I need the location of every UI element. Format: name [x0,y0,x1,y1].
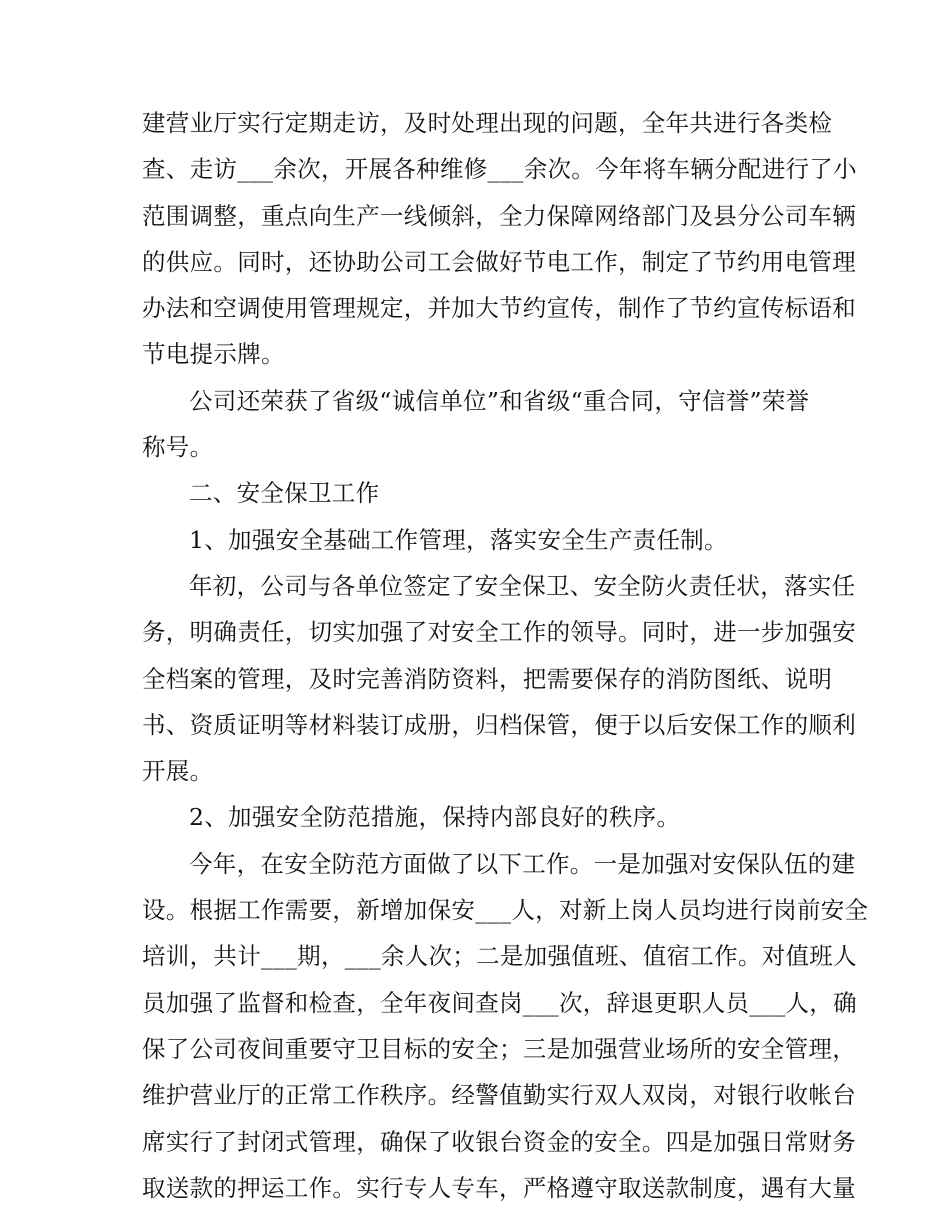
paragraph-first-line: 公司还荣获了省级“诚信单位”和省级“重合同，守信誉”荣誉 [189,386,810,415]
text-line: 培训，共计___期，___余人次；二是加强值班、值宿工作。对值班人 [142,942,857,971]
subsection-heading: 2、加强安全防范措施，保持内部良好的秩序。 [189,803,681,832]
text-line: 称号。 [142,433,214,462]
paragraph-first-line: 年初，公司与各单位签定了安全保卫、安全防火责任状，落实任 [189,571,856,600]
paragraph-first-line: 今年，在安全防范方面做了以下工作。一是加强对安保队伍的建 [189,849,856,878]
text-line: 员加强了监督和检查，全年夜间查岗___次，辞退更职人员___人，确 [142,988,857,1017]
text-line: 查、走访___余次，开展各种维修___余次。今年将车辆分配进行了小 [142,155,857,184]
text-line: 取送款的押运工作。实行专人专车，严格遵守取送款制度，遇有大量 [142,1173,856,1202]
subsection-heading: 1、加强安全基础工作管理，落实安全生产责任制。 [189,525,728,554]
text-line: 办法和空调使用管理规定，并加大节约宣传，制作了节约宣传标语和 [142,294,856,323]
text-line: 书、资质证明等材料装订成册，归档保管，便于以后安保工作的顺利 [142,710,856,739]
text-line: 席实行了封闭式管理，确保了收银台资金的安全。四是加强日常财务 [142,1127,856,1156]
text-line: 全档案的管理，及时完善消防资料，把需要保存的消防图纸、说明 [142,664,833,693]
text-line: 范围调整，重点向生产一线倾斜，全力保障网络部门及县分公司车辆 [142,201,856,230]
text-line: 设。根据工作需要，新增加保安___人，对新上岗人员均进行岗前安全 [142,896,869,925]
text-line: 保了公司夜间重要守卫目标的安全；三是加强营业场所的安全管理， [142,1034,856,1063]
document-body [142,100,869,1211]
text-line: 维护营业厅的正常工作秩序。经警值勤实行双人双岗，对银行收帐台 [142,1081,856,1110]
text-line: 开展。 [142,757,214,786]
text-line: 的供应。同时，还协助公司工会做好节电工作，制定了节约用电管理 [142,247,856,276]
text-line: 务，明确责任，切实加强了对安全工作的领导。同时，进一步加强安 [142,618,856,647]
section-heading: 二、安全保卫工作 [189,479,380,508]
text-line: 节电提示牌。 [142,340,285,369]
text-line: 建营业厅实行定期走访，及时处理出现的问题，全年共进行各类检 [142,109,833,137]
